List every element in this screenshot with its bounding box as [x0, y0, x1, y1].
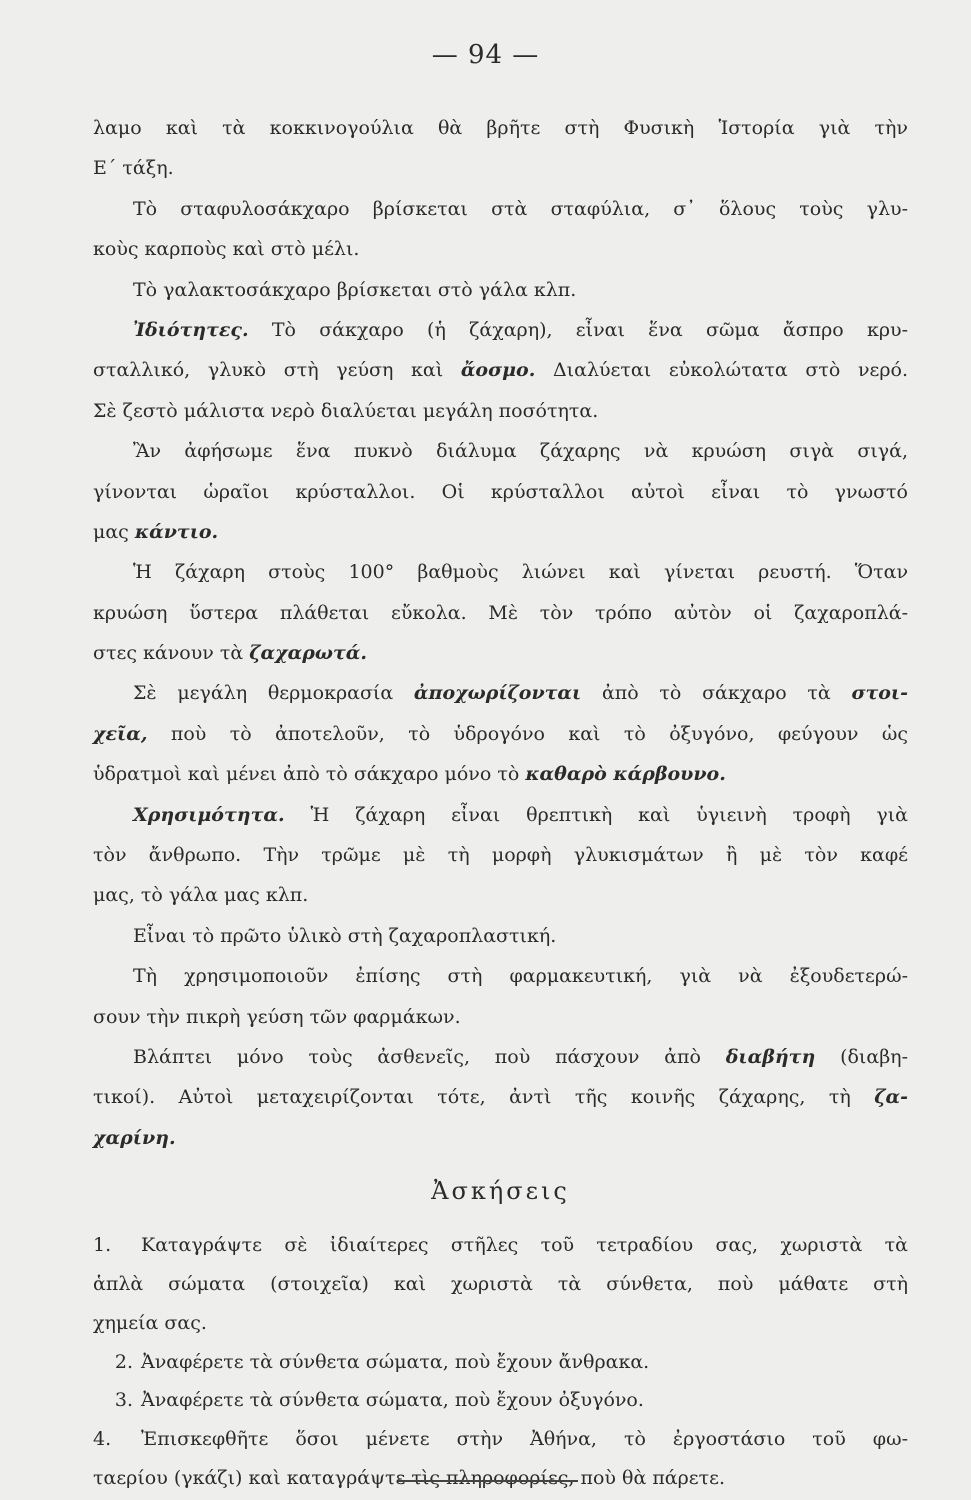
- text-line: [93, 108, 908, 148]
- exercise-number: 4.: [93, 1428, 112, 1451]
- exercise-line: [93, 1304, 908, 1343]
- emphasis-term: ἄοσμο.: [460, 359, 536, 382]
- exercise-text: Καταγράψτε σὲ ἰδιαίτερες στῆλες τοῦ τετραδίου σας, χωριστὰ τὰ: [141, 1234, 908, 1257]
- text-line: [93, 916, 908, 956]
- text-segment: σουν τὴν πικρὴ γεύση τῶν φαρμάκων.: [93, 1005, 461, 1028]
- exercise-text: Ἀναφέρετε τὰ σύνθετα σώματα, ποὺ ἔχουν ἄνθρακα.: [141, 1350, 650, 1373]
- text-segment: τικοί). Αὐτοὶ μεταχειρίζονται τότε, ἀντὶ τῆς κοινῆς ζάχαρης, τὴ: [93, 1086, 875, 1109]
- exercise-text: Ἐπισκεφθῆτε ὅσοι μένετε στὴν Ἀθήνα, τὸ ἐργοστάσιο τοῦ φω-: [141, 1428, 908, 1451]
- text-segment: μας, τὸ γάλα μας κλπ.: [93, 884, 309, 907]
- exercise-number: 2.: [114, 1350, 133, 1373]
- text-segment: Ἂν ἀφήσωμε ἕνα πυκνὸ διάλυμα ζάχαρης νὰ κρυώση σιγὰ σιγά,: [133, 440, 908, 463]
- emphasis-term: χεῖα,: [93, 722, 148, 745]
- text-segment: Τὸ σάκχαρο (ἡ ζάχαρη), εἶναι ἕνα σῶμα ἄσπρο κρυ-: [248, 318, 908, 341]
- text-segment: Διαλύεται εὐκολώτατα στὸ νερό.: [535, 359, 909, 382]
- text-segment: λαμο καὶ τὰ κοκκινογούλια θὰ βρῆτε στὴ Φυσικὴ Ἱστορία γιὰ τὴν: [93, 117, 908, 139]
- exercise-text: ταερίου (γκάζι) καὶ καταγράψτε τὶς πληροφορίες, ποὺ θὰ πάρετε.: [93, 1466, 726, 1489]
- text-segment: στες κάνουν τὰ: [93, 642, 250, 665]
- text-segment: Ε΄ τάξη.: [93, 157, 174, 180]
- text-line: [93, 229, 908, 269]
- text-segment: ποὺ τὸ ἀποτελοῦν, τὸ ὑδρογόνο καὶ τὸ ὀξυγόνο, φεύγουν ὡς: [147, 722, 908, 745]
- text-segment: κοὺς καρποὺς καὶ στὸ μέλι.: [93, 238, 360, 261]
- text-line: [93, 795, 908, 835]
- text-segment: μας: [93, 520, 135, 543]
- closing-rule: [398, 1480, 578, 1482]
- text-line: [93, 673, 908, 713]
- exercise-line: [93, 1420, 908, 1459]
- text-segment: (διαβη-: [815, 1045, 908, 1068]
- page-number: — 94 —: [431, 40, 540, 70]
- text-line: [93, 835, 908, 875]
- text-line: [93, 714, 908, 754]
- emphasis-term: ζα-: [874, 1086, 908, 1109]
- emphasis-term: διαβήτη: [725, 1045, 816, 1068]
- text-line: [93, 875, 908, 915]
- text-line: [93, 148, 908, 188]
- exercise-line: [93, 1226, 908, 1265]
- exercise-text: Ἀναφέρετε τὰ σύνθετα σώματα, ποὺ ἔχουν ὀξυγόνο.: [141, 1389, 644, 1412]
- text-segment: Ἡ ζάχαρη στοὺς 100° βαθμοὺς λιώνει καὶ γίνεται ρευστή. Ὅταν: [133, 561, 908, 584]
- text-segment: Τὸ γαλακτοσάκχαρο βρίσκεται στὸ γάλα κλπ.: [133, 278, 577, 301]
- text-segment: Σὲ μεγάλη θερμοκρασία: [133, 682, 414, 705]
- text-line: [93, 593, 908, 633]
- text-line: [93, 1077, 908, 1117]
- text-segment: τὸν ἄνθρωπο. Τὴν τρῶμε μὲ τὴ μορφὴ γλυκισμάτων ἢ μὲ τὸν καφέ: [93, 844, 908, 867]
- text-line: [93, 270, 908, 310]
- text-line: [93, 754, 908, 794]
- text-segment: Ἡ ζάχαρη εἶναι θρεπτικὴ καὶ ὑγιεινὴ τροφὴ γιὰ: [284, 803, 908, 826]
- exercise-number: 3.: [114, 1389, 133, 1412]
- text-line: [93, 472, 908, 512]
- text-segment: Τὴ χρησιμοποιοῦν ἐπίσης στὴ φαρμακευτική, γιὰ νὰ ἐξουδετερώ-: [133, 965, 908, 988]
- text-line: [93, 512, 908, 552]
- text-line: [93, 350, 908, 390]
- emphasis-term: χαρίνη.: [93, 1126, 176, 1149]
- text-segment: ὑδρατμοὶ καὶ μένει ἀπὸ τὸ σάκχαρο μόνο τὸ: [93, 763, 526, 786]
- text-line: [93, 997, 908, 1037]
- body-text: [93, 108, 908, 1498]
- emphasis-term: ζαχαρωτά.: [249, 642, 367, 665]
- text-segment: σταλλικό, γλυκὸ στὴ γεύση καὶ: [93, 359, 461, 382]
- text-segment: Τὸ σταφυλοσάκχαρο βρίσκεται στὰ σταφύλια, σ᾿ ὅλους τοὺς γλυ-: [133, 197, 908, 220]
- exercise-number: 1.: [93, 1234, 112, 1257]
- emphasis-term: Ἰδιότητες.: [133, 318, 249, 341]
- exercise-line: [93, 1381, 908, 1420]
- exercise-line: [93, 1459, 908, 1498]
- text-segment: κρυώση ὕστερα πλάθεται εὔκολα. Μὲ τὸν τρόπο αὐτὸν οἱ ζαχαροπλά-: [93, 601, 908, 624]
- text-segment: γίνονται ὡραῖοι κρύσταλλοι. Οἱ κρύσταλλοι αὐτοὶ εἶναι τὸ γνωστό: [93, 480, 908, 503]
- emphasis-term: ἀποχωρίζονται: [413, 682, 582, 705]
- exercise-text: ἁπλὰ σώματα (στοιχεῖα) καὶ χωριστὰ τὰ σύνθετα, ποὺ μάθατε στὴ: [93, 1272, 908, 1295]
- text-segment: Βλάπτει μόνο τοὺς ἀσθενεῖς, ποὺ πάσχουν ἀπὸ: [133, 1045, 726, 1068]
- text-line: [93, 633, 908, 673]
- text-line: [93, 552, 908, 592]
- emphasis-term: στοι-: [851, 682, 909, 705]
- exercise-text: χημεία σας.: [93, 1311, 207, 1334]
- text-segment: Εἶναι τὸ πρῶτο ὑλικὸ στὴ ζαχαροπλαστική.: [133, 924, 557, 947]
- text-line: [93, 1118, 908, 1158]
- emphasis-term: κάντιο.: [134, 520, 219, 543]
- text-segment: Σὲ ζεστὸ μάλιστα νερὸ διαλύεται μεγάλη ποσότητα.: [93, 399, 599, 422]
- exercise-line: [93, 1343, 908, 1382]
- text-line: [93, 1037, 908, 1077]
- emphasis-term: Χρησιμότητα.: [133, 803, 285, 826]
- exercise-line: [93, 1265, 908, 1304]
- exercises-title: Ἀσκήσεις: [431, 1177, 570, 1206]
- text-line: [93, 956, 908, 996]
- text-line: [93, 310, 908, 350]
- text-line: [93, 189, 908, 229]
- text-segment: ἀπὸ τὸ σάκχαρο τὰ: [581, 682, 852, 705]
- text-line: [93, 391, 908, 431]
- emphasis-term: καθαρὸ κάρβουνο.: [525, 763, 726, 786]
- text-line: [93, 431, 908, 471]
